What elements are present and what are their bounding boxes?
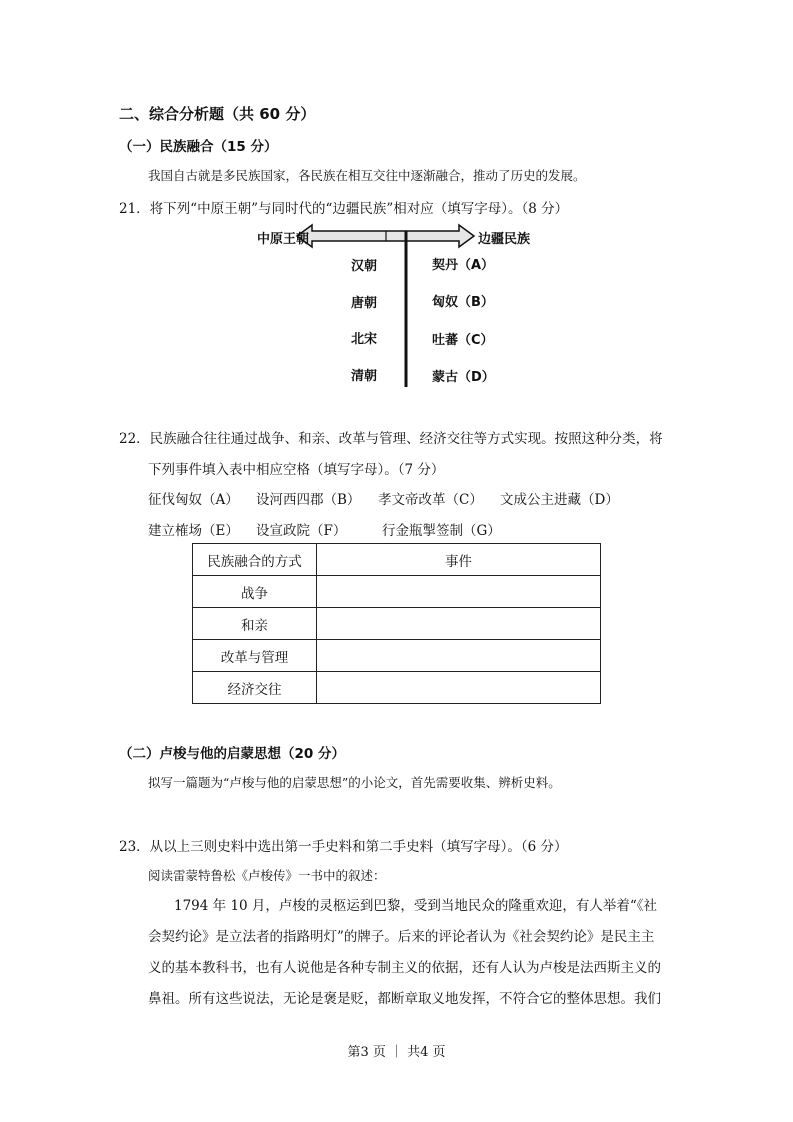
table-header-method: 民族融合的方式 [193,544,317,576]
event-b: 设河西四郡（B） [256,492,361,508]
part1-intro: 我国自古就是多民族国家，各民族在相互交往中逐渐融合，推动了历史的发展。 [148,168,586,183]
quote-line-1: 1794 年 10 月，卢梭的灵柩运到巴黎，受到当地民众的隆重欢迎，有人举着“《社 [174,898,658,914]
quote-paragraph [148,891,676,1015]
part2-intro: 拟写一篇题为“卢梭与他的启蒙思想”的小论文，首先需要收集、辨析史料。 [148,775,561,790]
table-row [193,576,601,608]
q22-line1: 22．民族融合往往通过战争、和亲、改革与管理、经济交往等方式实现。按照这种分类，将 [119,431,663,447]
right-label: 边疆民族 [478,232,531,247]
event-g: 行金瓶掣签制（G） [382,523,501,539]
classification-table [192,543,601,704]
ethnic-xiongnu: 匈奴（B） [432,295,494,310]
table-row [193,672,601,704]
ethnic-mongol: 蒙古（D） [432,370,495,385]
left-label: 中原王朝 [257,232,310,247]
table-header-row [193,544,601,576]
section-title: 二、综合分析题（共 60 分） [119,105,316,123]
q23-lead: 阅读雷蒙特鲁松《卢梭传》一书中的叙述： [148,868,386,883]
ethnic-tubo: 吐蕃（C） [432,333,494,348]
answer-cell-reform[interactable] [317,640,601,672]
ethnic-khitan: 契丹（A） [432,258,495,273]
table-row [193,640,601,672]
event-e: 建立榷场（E） [148,523,239,539]
quote-line-3: 义的基本教科书，也有人说他是各种专制主义的依据，还有人认为卢梭是法西斯主义的 [148,960,661,976]
page-footer: 第3 页 ｜ 共4 页 [347,1045,446,1060]
q22-line2: 下列事件填入表中相应空格（填写字母）。（7 分） [148,462,445,478]
event-a: 征伐匈奴（A） [148,492,239,508]
row-label-heqin: 和亲 [193,608,317,640]
row-label-war: 战争 [193,576,317,608]
answer-cell-economic[interactable] [317,672,601,704]
answer-cell-heqin[interactable] [317,608,601,640]
q23-text: 23．从以上三则史料中选出第一手史料和第二手史料（填写字母）。（6 分） [119,839,568,855]
dynasty-matching-diagram [240,222,540,392]
row-label-economic: 经济交往 [193,672,317,704]
dynasty-qing: 清朝 [351,369,378,384]
row-label-reform: 改革与管理 [193,640,317,672]
diagram-arrow-graphic [240,222,540,392]
quote-line-2: 会契约论》是立法者的指路明灯”的牌子。后来的评论者认为《社会契约论》是民主主 [148,929,655,945]
part1-title: （一）民族融合（15 分） [119,139,278,155]
event-f: 设宣政院（F） [256,523,347,539]
table-row [193,608,601,640]
dynasty-northern-song: 北宋 [351,332,378,347]
part2-title: （二）卢梭与他的启蒙思想（20 分） [119,746,345,762]
answer-cell-war[interactable] [317,576,601,608]
q21-text: 21．将下列“中原王朝”与同时代的“边疆民族”相对应（填写字母）。（8 分） [119,201,569,217]
quote-line-4: 鼻祖。所有这些说法，无论是褒是贬，都断章取义地发挥，不符合它的整体思想。我们 [148,991,661,1007]
table-header-event: 事件 [317,544,601,576]
event-d: 文成公主进藏（D） [500,492,619,508]
event-c: 孝文帝改革（C） [378,492,483,508]
dynasty-tang: 唐朝 [351,296,378,311]
dynasty-han: 汉朝 [351,259,378,274]
